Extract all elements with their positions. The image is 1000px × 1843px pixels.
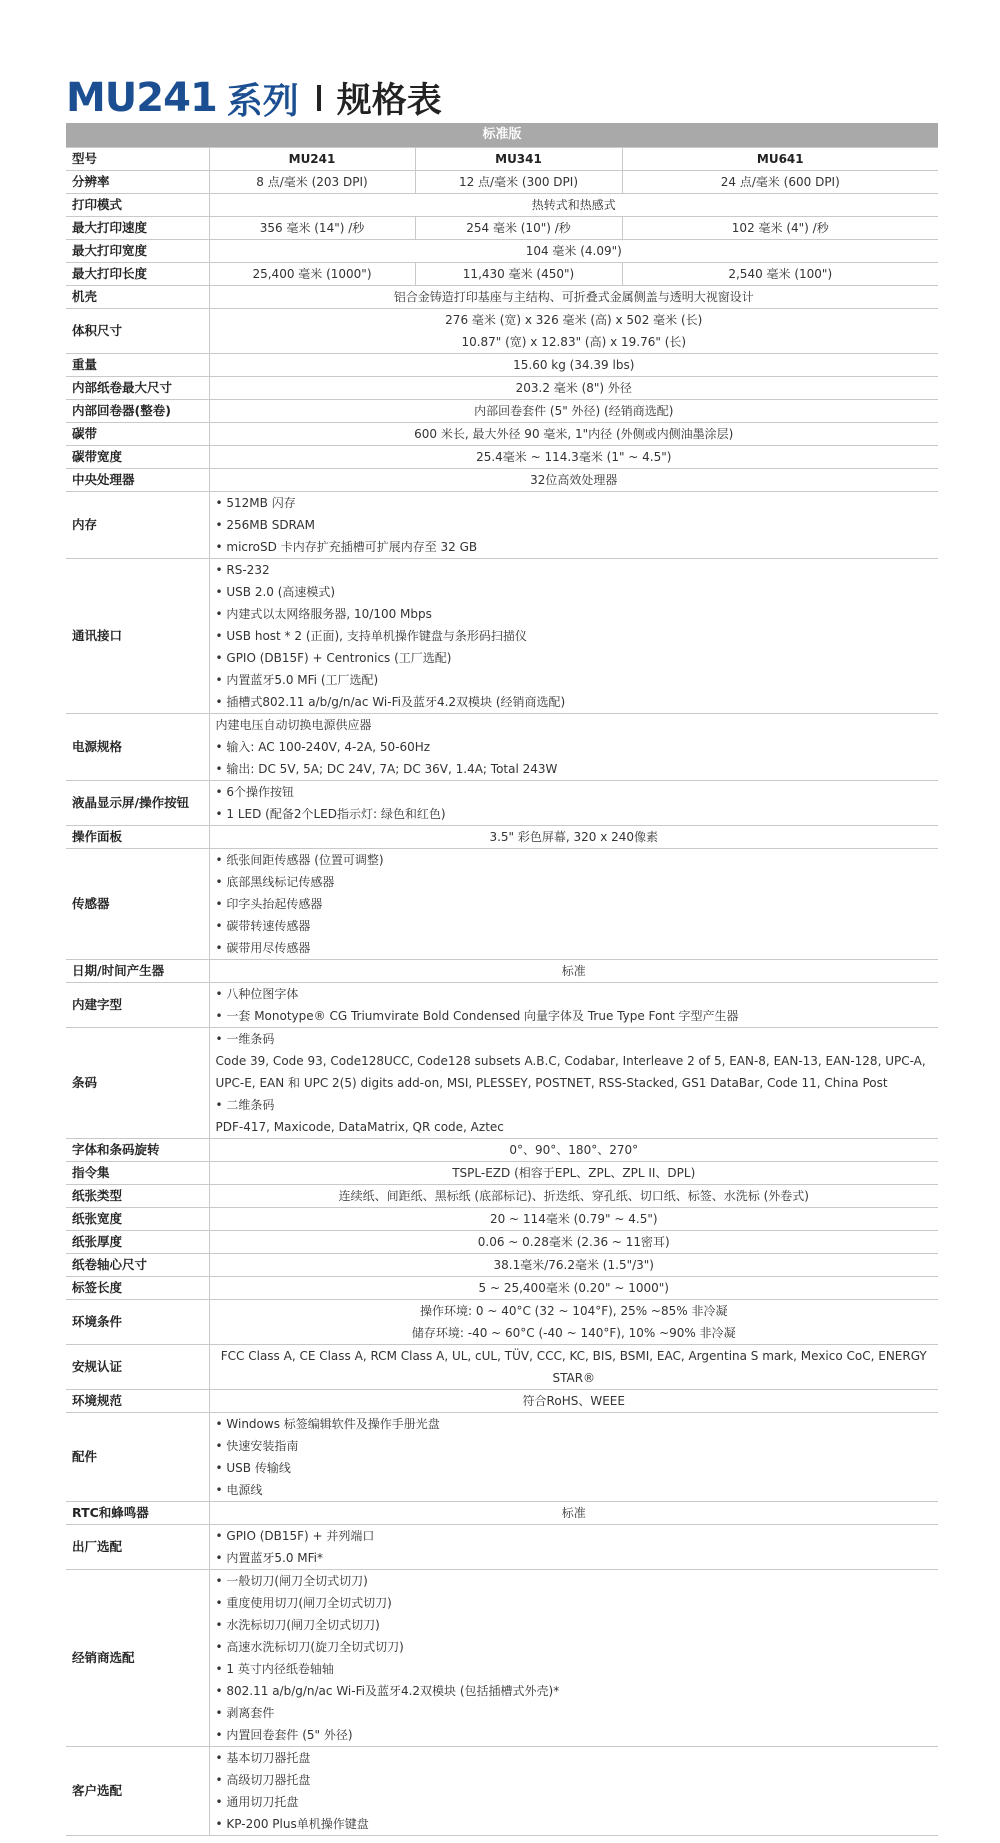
spec-list-cell — [209, 1413, 938, 1502]
edition-label: 标准版 — [66, 123, 938, 148]
title-model: MU241 — [66, 75, 217, 121]
spec-list-item: • 输入: AC 100-240V, 4-2A, 50-60Hz — [215, 740, 431, 754]
spec-label: 最大打印宽度 — [66, 240, 209, 263]
spec-value-cell — [209, 1185, 938, 1208]
spec-row — [66, 400, 938, 423]
spec-list-item: • 256MB SDRAM — [215, 518, 315, 532]
spec-label: 标签长度 — [66, 1277, 209, 1300]
spec-label: 环境规范 — [66, 1390, 209, 1413]
spec-value-cell: 2,540 毫米 (100") — [622, 263, 938, 286]
spec-label: 最大打印长度 — [66, 263, 209, 286]
spec-value-cell — [209, 1390, 938, 1413]
spec-list-item: • 底部黑线标记传感器 — [215, 875, 335, 889]
spec-row — [66, 423, 938, 446]
spec-label: 通讯接口 — [66, 559, 209, 714]
spec-value-cell — [209, 1254, 938, 1277]
spec-row — [66, 1254, 938, 1277]
spec-value-cell — [209, 960, 938, 983]
spec-value-cell: 356 毫米 (14") /秒 — [209, 217, 415, 240]
spec-list-item: • 快速安装指南 — [215, 1439, 299, 1453]
spec-value-cell — [209, 446, 938, 469]
spec-list-item: • USB 2.0 (高速模式) — [215, 585, 336, 599]
spec-list-item: • USB 传输线 — [215, 1461, 291, 1475]
spec-list-cell — [209, 559, 938, 714]
spec-row — [66, 171, 938, 194]
spec-value-cell: 25,400 毫米 (1000") — [209, 263, 415, 286]
spec-value-cell — [209, 423, 938, 446]
spec-value-line: 5 ~ 25,400毫米 (0.20" ~ 1000") — [478, 1281, 669, 1295]
spec-list-item: • GPIO (DB15F) + Centronics (工厂选配) — [215, 651, 452, 665]
spec-label: 中央处理器 — [66, 469, 209, 492]
spec-list-cell — [209, 781, 938, 826]
spec-label: 经销商选配 — [66, 1570, 209, 1747]
spec-row — [66, 194, 938, 217]
spec-row — [66, 286, 938, 309]
spec-list-item: • 内置回卷套件 (5" 外径) — [215, 1728, 353, 1742]
spec-list-cell — [209, 492, 938, 559]
spec-label: 字体和条码旋转 — [66, 1139, 209, 1162]
spec-label: RTC和蜂鸣器 — [66, 1502, 209, 1525]
spec-list-item: Code 39, Code 93, Code128UCC, Code128 subsets A.B.C, Codabar, Interleave 2 of 5, EAN-8, EAN-13, EAN-128, UPC-A, UPC-E, EAN 和 UPC 2(5) digits add-on, MSI, PLESSEY, POSTNET, RSS-Stacked, GS1 DataBar, Code 11, China Post — [215, 1054, 926, 1090]
spec-value-cell — [209, 240, 938, 263]
spec-value-cell — [209, 377, 938, 400]
spec-label: 内建字型 — [66, 983, 209, 1028]
spec-label: 纸卷轴心尺寸 — [66, 1254, 209, 1277]
spec-label: 最大打印速度 — [66, 217, 209, 240]
spec-label: 内部纸卷最大尺寸 — [66, 377, 209, 400]
spec-value-line: 符合RoHS、WEEE — [522, 1394, 625, 1408]
spec-label: 电源规格 — [66, 714, 209, 781]
spec-value-cell: 11,430 毫米 (450") — [415, 263, 622, 286]
spec-value-line: TSPL-EZD (相容于EPL、ZPL、ZPL II、DPL) — [452, 1166, 696, 1180]
spec-list-item: • Windows 标签编辑软件及操作手册光盘 — [215, 1417, 440, 1431]
spec-value-cell — [209, 1345, 938, 1390]
spec-list-item: • 高速水洗标切刀(旋刀全切式切刀) — [215, 1640, 404, 1654]
spec-value-line: 104 毫米 (4.09") — [525, 244, 622, 258]
spec-row — [66, 1139, 938, 1162]
spec-list-item: • microSD 卡内存扩充插槽可扩展内存至 32 GB — [215, 540, 478, 554]
spec-value-line: 储存环境: -40 ~ 60°C (-40 ~ 140°F), 10% ~90% 非冷凝 — [411, 1326, 736, 1340]
spec-list-item: • 二维条码 — [215, 1098, 275, 1112]
spec-list-cell — [209, 983, 938, 1028]
spec-row — [66, 1525, 938, 1570]
spec-value-cell — [209, 1277, 938, 1300]
spec-row — [66, 983, 938, 1028]
model-name-cell: MU241 — [209, 148, 415, 171]
spec-list-cell — [209, 1747, 938, 1836]
spec-row — [66, 1162, 938, 1185]
spec-row — [66, 1390, 938, 1413]
spec-value-line: 276 毫米 (宽) x 326 毫米 (高) x 502 毫米 (长) — [445, 313, 703, 327]
spec-list-item: • 剥离套件 — [215, 1706, 275, 1720]
spec-row — [66, 1185, 938, 1208]
spec-label: 配件 — [66, 1413, 209, 1502]
spec-value-cell — [209, 1162, 938, 1185]
spec-list-item: • 1 LED (配备2个LED指示灯: 绿色和红色) — [215, 807, 446, 821]
spec-value-cell: 254 毫米 (10") /秒 — [415, 217, 622, 240]
spec-list-item: • 碳带用尽传感器 — [215, 941, 311, 955]
spec-row — [66, 849, 938, 960]
spec-value-line: 内部回卷套件 (5" 外径) (经销商选配) — [474, 404, 674, 418]
spec-value-line: 3.5" 彩色屏幕, 320 x 240像素 — [489, 830, 659, 844]
spec-list-item: • RS-232 — [215, 563, 270, 577]
spec-list-cell — [209, 849, 938, 960]
spec-value-cell — [209, 354, 938, 377]
spec-value-cell — [209, 1139, 938, 1162]
spec-list-item: • 高级切刀器托盘 — [215, 1773, 311, 1787]
spec-list-item: • 内建式以太网络服务器, 10/100 Mbps — [215, 607, 432, 621]
spec-label: 型号 — [66, 148, 209, 171]
spec-label: 传感器 — [66, 849, 209, 960]
spec-list-item: • 内置蓝牙5.0 MFi* — [215, 1551, 324, 1565]
spec-label: 安规认证 — [66, 1345, 209, 1390]
spec-label: 纸张厚度 — [66, 1231, 209, 1254]
spec-value-line: 连续纸、间距纸、黑标纸 (底部标记)、折迭纸、穿孔纸、切口纸、标签、水洗标 (外卷式) — [338, 1189, 809, 1203]
spec-value-cell: 24 点/毫米 (600 DPI) — [622, 171, 938, 194]
spec-list-item: • 6个操作按钮 — [215, 785, 295, 799]
spec-list-item: • 一维条码 — [215, 1032, 275, 1046]
spec-row — [66, 1231, 938, 1254]
spec-label: 碳带宽度 — [66, 446, 209, 469]
spec-label: 碳带 — [66, 423, 209, 446]
title-separator — [317, 85, 321, 111]
spec-value-line: 38.1毫米/76.2毫米 (1.5"/3") — [493, 1258, 654, 1272]
spec-label: 条码 — [66, 1028, 209, 1139]
spec-row — [66, 1502, 938, 1525]
spec-value-line: 10.87" (宽) x 12.83" (高) x 19.76" (长) — [461, 335, 687, 349]
spec-value-line: 标准 — [561, 1506, 586, 1520]
spec-list-cell — [209, 714, 938, 781]
spec-row — [66, 1345, 938, 1390]
spec-table — [66, 123, 938, 1836]
spec-list-item: • 插槽式802.11 a/b/g/n/ac Wi-Fi及蓝牙4.2双模块 (经销商选配) — [215, 695, 566, 709]
spec-row — [66, 1277, 938, 1300]
spec-value-line: 600 米长, 最大外径 90 毫米, 1"内径 (外侧或内侧油墨涂层) — [414, 427, 734, 441]
spec-label: 分辨率 — [66, 171, 209, 194]
spec-row — [66, 469, 938, 492]
spec-label: 内存 — [66, 492, 209, 559]
spec-list-item: • 内置蓝牙5.0 MFi (工厂选配) — [215, 673, 379, 687]
spec-list-item: PDF-417, Maxicode, DataMatrix, QR code, Aztec — [215, 1120, 504, 1134]
spec-label: 体积尺寸 — [66, 309, 209, 354]
spec-value-line: 0°、90°、180°、270° — [509, 1143, 639, 1157]
spec-value-cell: 102 毫米 (4") /秒 — [622, 217, 938, 240]
spec-row — [66, 309, 938, 354]
spec-value-line: FCC Class A, CE Class A, RCM Class A, UL, cUL, TÜV, CCC, KC, BIS, BSMI, EAC, Argentina S mark, Mexico CoC, ENERGY STAR® — [220, 1349, 927, 1385]
spec-row — [66, 1413, 938, 1502]
model-name-cell: MU341 — [415, 148, 622, 171]
spec-row — [66, 240, 938, 263]
spec-label: 客户选配 — [66, 1747, 209, 1836]
spec-value-cell — [209, 400, 938, 423]
spec-value-cell: 8 点/毫米 (203 DPI) — [209, 171, 415, 194]
page-title — [66, 72, 442, 124]
spec-value-line: 0.06 ~ 0.28毫米 (2.36 ~ 11密耳) — [477, 1235, 670, 1249]
spec-row — [66, 217, 938, 240]
spec-value-cell — [209, 194, 938, 217]
spec-value-cell — [209, 1208, 938, 1231]
spec-label: 指令集 — [66, 1162, 209, 1185]
title-sheet: 规格表 — [336, 81, 442, 121]
spec-row — [66, 446, 938, 469]
spec-list-cell — [209, 1028, 938, 1139]
spec-label: 日期/时间产生器 — [66, 960, 209, 983]
spec-value-cell — [209, 309, 938, 354]
spec-row — [66, 781, 938, 826]
spec-label: 液晶显示屏/操作按钮 — [66, 781, 209, 826]
spec-list-item: • 印字头抬起传感器 — [215, 897, 323, 911]
spec-list-item: 内建电压自动切换电源供应器 — [215, 718, 372, 732]
spec-value-line: 20 ~ 114毫米 (0.79" ~ 4.5") — [489, 1212, 658, 1226]
spec-list-cell — [209, 1570, 938, 1747]
spec-value-line: 25.4毫米 ~ 114.3毫米 (1" ~ 4.5") — [476, 450, 672, 464]
title-series: 系列 — [226, 80, 299, 122]
spec-value-cell — [209, 1502, 938, 1525]
spec-label: 环境条件 — [66, 1300, 209, 1345]
spec-row — [66, 559, 938, 714]
spec-label: 打印模式 — [66, 194, 209, 217]
spec-row — [66, 1747, 938, 1836]
spec-row — [66, 1300, 938, 1345]
spec-list-item: • 纸张间距传感器 (位置可调整) — [215, 853, 384, 867]
model-header-row — [66, 148, 938, 171]
spec-list-cell — [209, 1525, 938, 1570]
spec-list-item: • 基本切刀器托盘 — [215, 1751, 311, 1765]
spec-label: 出厂选配 — [66, 1525, 209, 1570]
spec-value-cell — [209, 826, 938, 849]
spec-row — [66, 354, 938, 377]
spec-value-cell — [209, 1300, 938, 1345]
spec-value-line: 热转式和热感式 — [531, 198, 616, 212]
spec-row — [66, 826, 938, 849]
spec-value-cell — [209, 1231, 938, 1254]
spec-list-item: • 重度使用切刀(闸刀全切式切刀) — [215, 1596, 392, 1610]
spec-list-item: • 八种位图字体 — [215, 987, 299, 1001]
spec-row — [66, 1208, 938, 1231]
spec-row — [66, 714, 938, 781]
spec-list-item: • 一套 Monotype® CG Triumvirate Bold Condensed 向量字体及 True Type Font 字型产生器 — [215, 1009, 739, 1023]
spec-list-item: • 1 英寸内径纸卷轴轴 — [215, 1662, 334, 1676]
spec-list-item: • 水洗标切刀(闸刀全切式切刀) — [215, 1618, 380, 1632]
spec-value-line: 203.2 毫米 (8") 外径 — [515, 381, 632, 395]
spec-value-line: 标准 — [561, 964, 586, 978]
spec-value-line: 铝合金铸造打印基座与主结构、可折叠式金属侧盖与透明大视窗设计 — [393, 290, 754, 304]
spec-label: 重量 — [66, 354, 209, 377]
spec-list-item: • 电源线 — [215, 1483, 263, 1497]
spec-value-cell: 12 点/毫米 (300 DPI) — [415, 171, 622, 194]
spec-label: 操作面板 — [66, 826, 209, 849]
spec-list-item: • 802.11 a/b/g/n/ac Wi-Fi及蓝牙4.2双模块 (包括插槽式外壳)* — [215, 1684, 560, 1698]
spec-row — [66, 960, 938, 983]
spec-label: 纸张宽度 — [66, 1208, 209, 1231]
edition-header-row — [66, 123, 938, 148]
spec-row — [66, 377, 938, 400]
spec-list-item: • USB host * 2 (正面), 支持单机操作键盘与条形码扫描仪 — [215, 629, 527, 643]
spec-value-line: 32位高效处理器 — [530, 473, 618, 487]
spec-row — [66, 263, 938, 286]
spec-value-cell — [209, 286, 938, 309]
spec-list-item: • GPIO (DB15F) + 并列端口 — [215, 1529, 375, 1543]
spec-value-cell — [209, 469, 938, 492]
spec-label: 纸张类型 — [66, 1185, 209, 1208]
spec-value-line: 操作环境: 0 ~ 40°C (32 ~ 104°F), 25% ~85% 非冷凝 — [420, 1304, 728, 1318]
spec-label: 机壳 — [66, 286, 209, 309]
model-name-cell: MU641 — [622, 148, 938, 171]
spec-value-line: 15.60 kg (34.39 lbs) — [513, 358, 635, 372]
spec-row — [66, 1570, 938, 1747]
spec-label: 内部回卷器(整卷) — [66, 400, 209, 423]
spec-row — [66, 492, 938, 559]
spec-list-item: • 512MB 闪存 — [215, 496, 296, 510]
spec-list-item: • KP-200 Plus单机操作键盘 — [215, 1817, 369, 1831]
spec-row — [66, 1028, 938, 1139]
spec-list-item: • 通用切刀托盘 — [215, 1795, 299, 1809]
spec-list-item: • 一般切刀(闸刀全切式切刀) — [215, 1574, 368, 1588]
spec-list-item: • 碳带转速传感器 — [215, 919, 311, 933]
spec-list-item: • 输出: DC 5V, 5A; DC 24V, 7A; DC 36V, 1.4A; Total 243W — [215, 762, 558, 776]
